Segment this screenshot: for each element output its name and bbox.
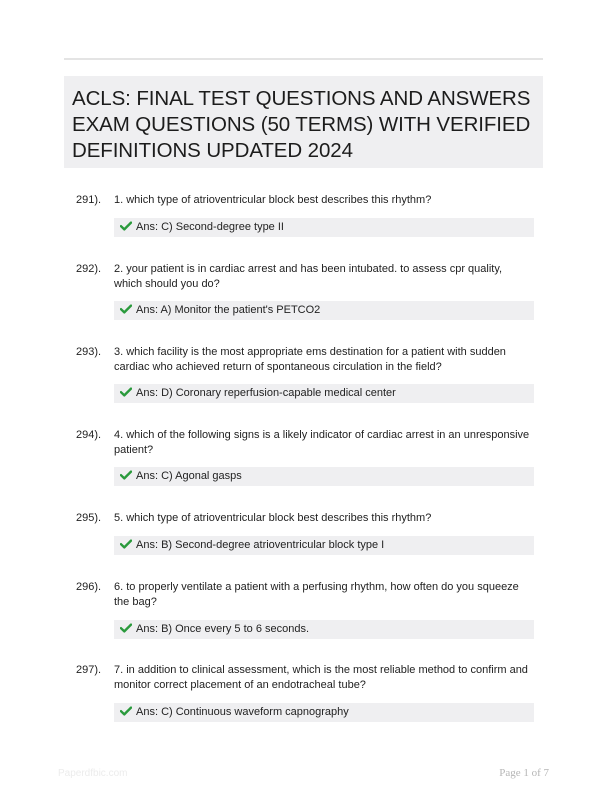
- answer-box: [114, 703, 534, 722]
- check-icon: [120, 304, 132, 314]
- answer-box: [114, 218, 534, 237]
- question-text: 3. which facility is the most appropriate ems destination for a patient with sudden cardiac who achieved return of spontaneous circulation in the field?: [114, 346, 506, 373]
- answer-box: [114, 301, 534, 320]
- answer-text: Ans: A) Monitor the patient's PETCO2: [136, 304, 321, 316]
- check-icon: [120, 706, 132, 716]
- question-number: 295).: [76, 512, 102, 524]
- answer-text: Ans: C) Continuous waveform capnography: [136, 706, 349, 718]
- check-icon: [120, 387, 132, 397]
- check-icon: [120, 623, 132, 633]
- footer-watermark: Paperdfbic.com: [58, 768, 128, 779]
- answer-box: [114, 384, 534, 403]
- page-indicator: Page 1 of 7: [499, 767, 549, 779]
- answer-box: [114, 467, 534, 486]
- question-text: 7. in addition to clinical assessment, which is the most reliable method to confirm and monitor correct placement of an endotracheal tube?: [114, 664, 528, 691]
- answer-text: Ans: D) Coronary reperfusion-capable medical center: [136, 387, 396, 399]
- question-number: 291).: [76, 194, 102, 206]
- question-text: 5. which type of atrioventricular block best describes this rhythm?: [114, 512, 432, 524]
- question-number: 294).: [76, 429, 102, 441]
- answer-text: Ans: B) Once every 5 to 6 seconds.: [136, 623, 310, 635]
- question-number: 292).: [76, 263, 102, 275]
- question-text: 2. your patient is in cardiac arrest and has been intubated. to assess cpr quality, which should you do?: [114, 263, 503, 290]
- answer-text: Ans: B) Second-degree atrioventricular block type I: [136, 539, 385, 551]
- document-title: ACLS: FINAL TEST QUESTIONS AND ANSWERS EXAM QUESTIONS (50 TERMS) WITH VERIFIED DEFINITIONS UPDATED 2024: [72, 87, 531, 162]
- answer-text: Ans: C) Agonal gasps: [136, 470, 242, 482]
- question-text: 6. to properly ventilate a patient with a perfusing rhythm, how often do you squeeze the bag?: [114, 581, 519, 608]
- check-icon: [120, 221, 132, 231]
- answer-box: [114, 620, 534, 639]
- answer-box: [114, 536, 534, 555]
- top-divider: [64, 58, 543, 60]
- check-icon: [120, 470, 132, 480]
- question-number: 297).: [76, 664, 102, 676]
- answer-text: Ans: C) Second-degree type II: [136, 221, 284, 233]
- check-icon: [120, 539, 132, 549]
- question-number: 293).: [76, 346, 102, 358]
- question-number: 296).: [76, 581, 102, 593]
- title-banner: [64, 76, 543, 168]
- question-text: 1. which type of atrioventricular block best describes this rhythm?: [114, 194, 432, 206]
- question-text: 4. which of the following signs is a likely indicator of cardiac arrest in an unresponsive patient?: [114, 429, 530, 456]
